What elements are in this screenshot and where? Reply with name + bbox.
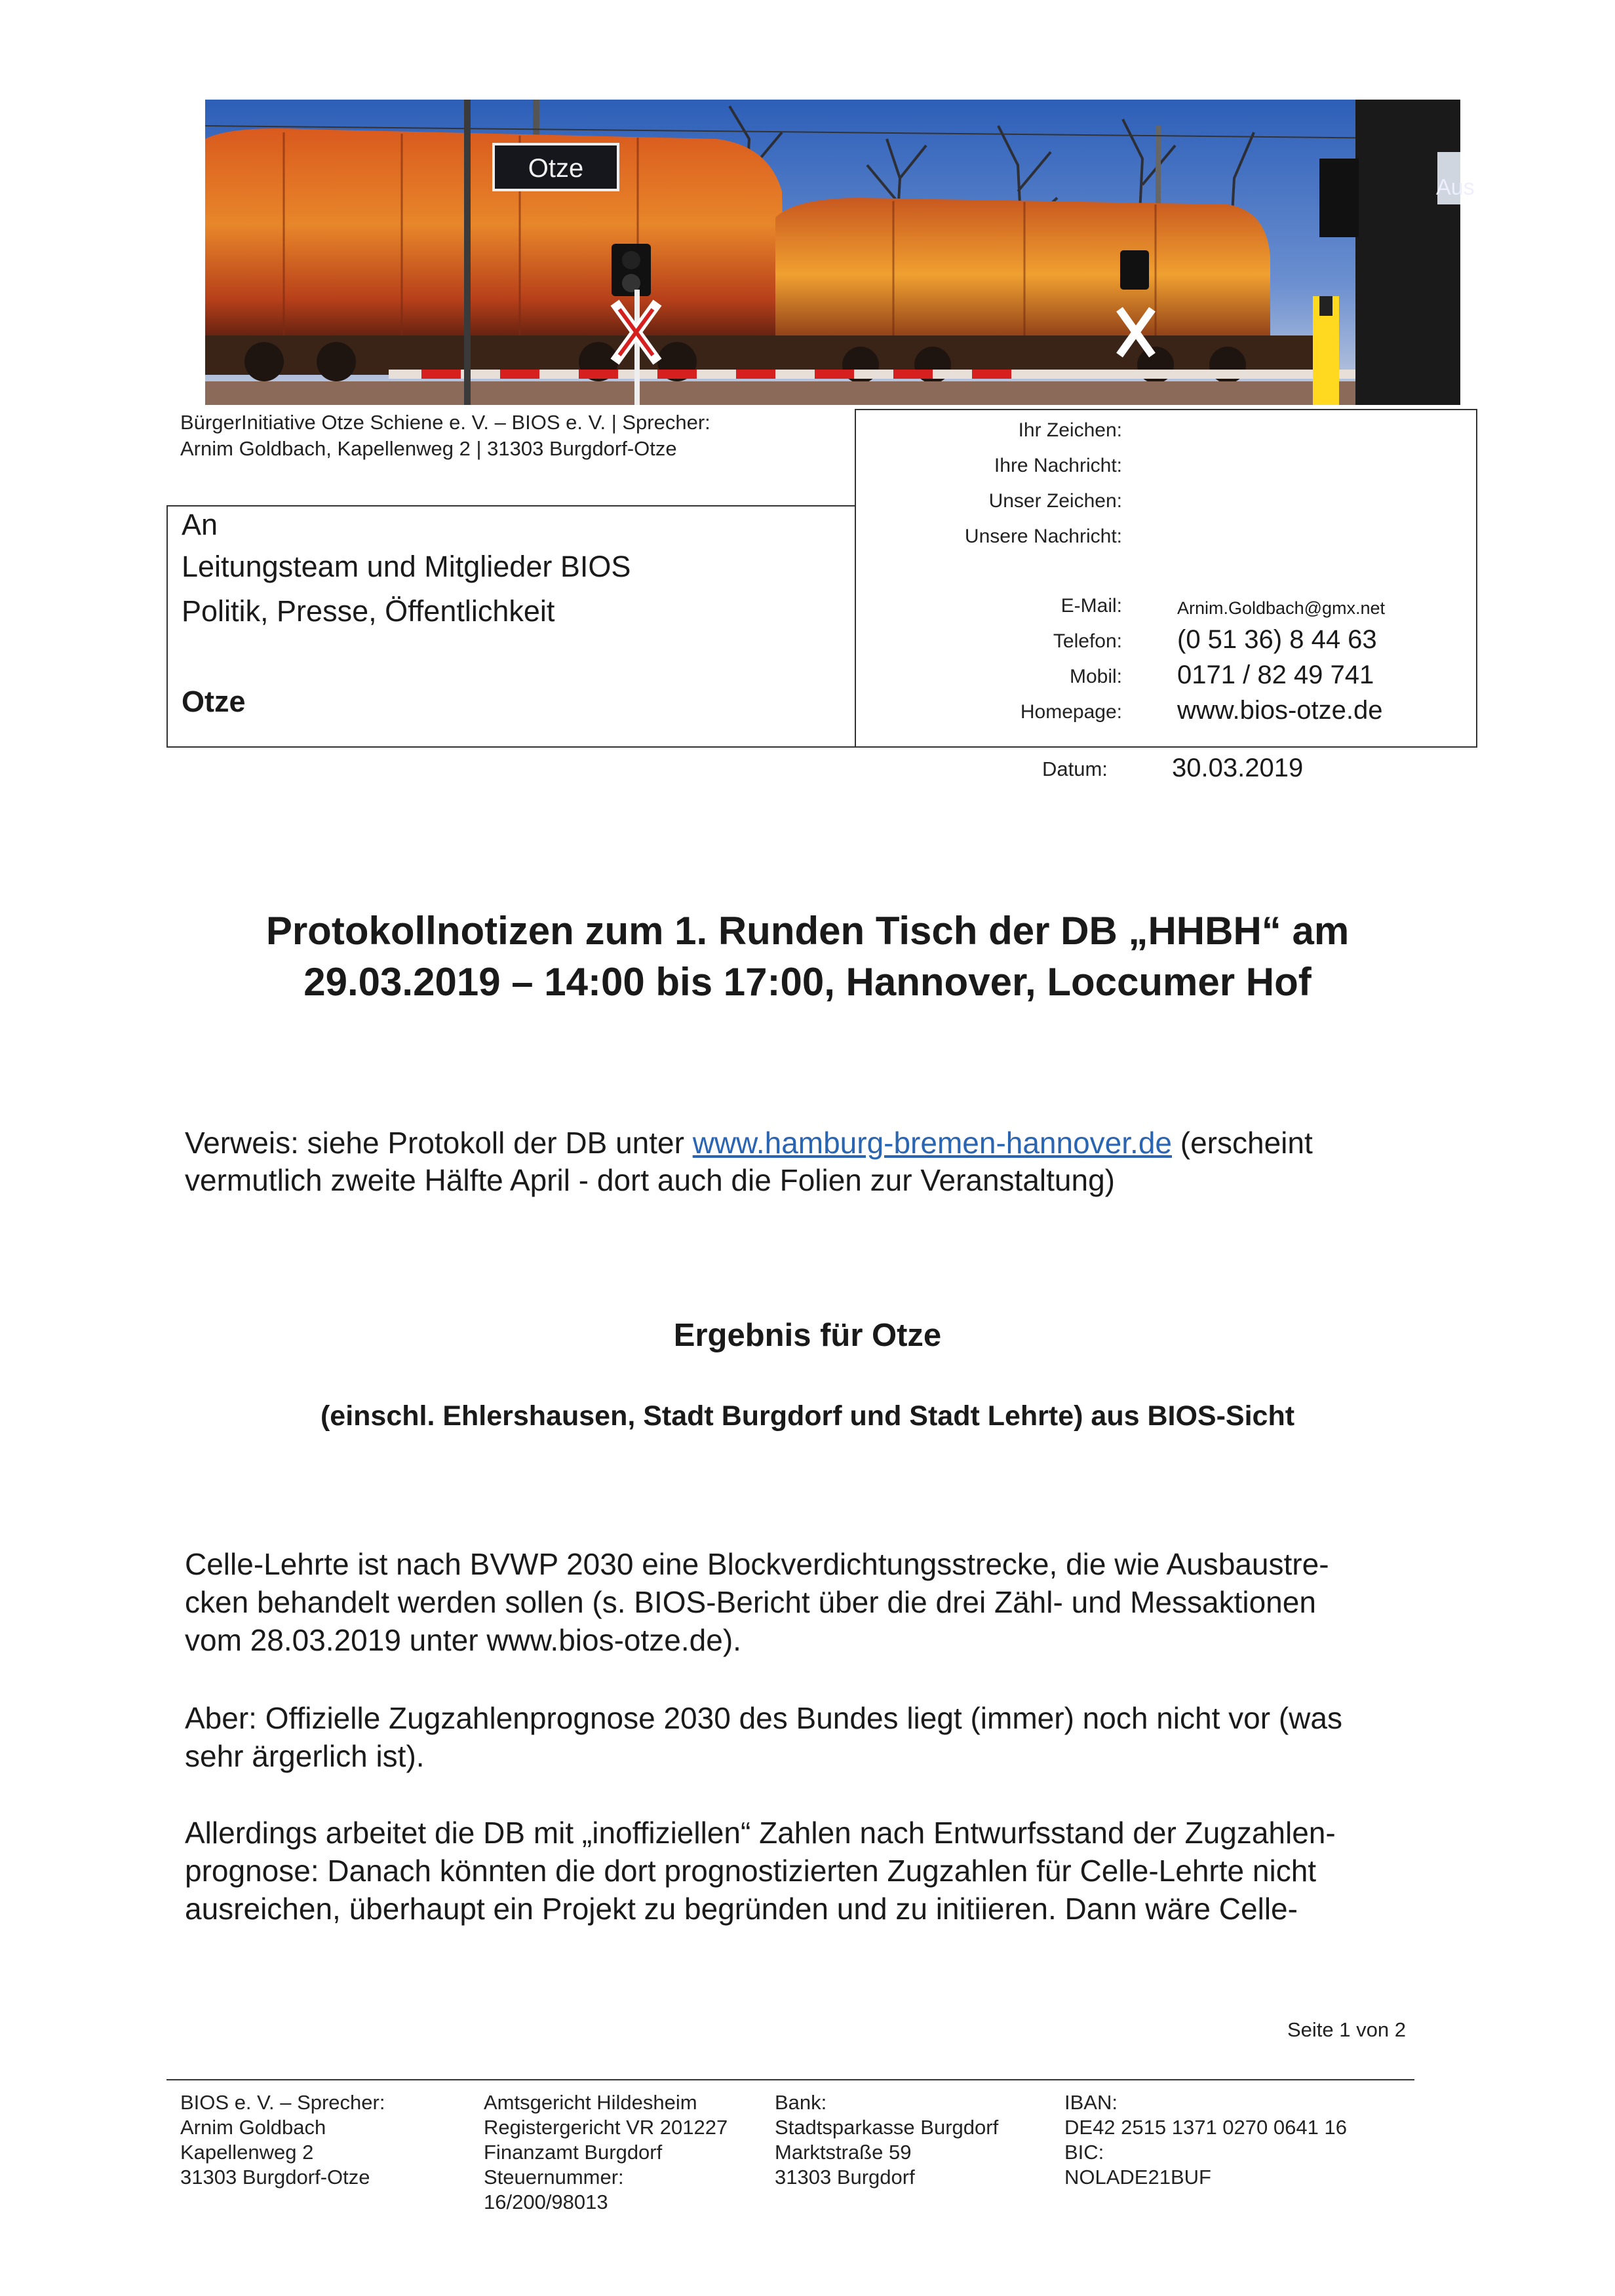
address-place: Otze — [182, 685, 246, 718]
footer-text: 31303 Burgdorf — [775, 2166, 915, 2189]
reference-paragraph — [185, 1124, 1463, 1199]
footer-divider — [166, 2079, 1414, 2080]
paragraph-1-line: Celle-Lehrte ist nach BVWP 2030 eine Blockverdichtungsstrecke, die wie Ausbaustre- — [185, 1547, 1329, 1581]
paragraph-1 — [185, 1545, 1417, 1659]
paragraph-3 — [185, 1814, 1417, 1928]
footer-text: BIC: — [1064, 2141, 1104, 2164]
sender-line-1: BürgerInitiative Otze Schiene e. V. – BIOS e. V. | Sprecher: — [180, 411, 710, 434]
telefon-label: Telefon: — [1053, 630, 1122, 652]
footer-association — [180, 2090, 385, 2190]
footer-text: Stadtsparkasse Burgdorf — [775, 2116, 999, 2139]
footer-text: Steuernummer: — [484, 2166, 624, 2189]
info-box — [855, 409, 1477, 748]
footer-iban — [1064, 2090, 1347, 2190]
result-subheading: (einschl. Ehlershausen, Stadt Burgdorf und Stadt Lehrte) aus BIOS-Sicht — [320, 1400, 1295, 1432]
footer-bank — [775, 2090, 998, 2190]
unsere-nachricht-label: Unsere Nachricht: — [964, 526, 1122, 547]
datum-label: Datum: — [1042, 757, 1108, 780]
db-protocol-link[interactable]: www.hamburg-bremen-hannover.de — [692, 1126, 1172, 1160]
datum-value: 30.03.2019 — [1172, 754, 1304, 782]
telefon-value: (0 51 36) 8 44 63 — [1177, 625, 1377, 654]
footer-text: 16/200/98013 — [484, 2191, 608, 2213]
address-salutation: An — [182, 508, 218, 541]
unser-zeichen-label: Unser Zeichen: — [988, 490, 1122, 512]
footer-text: Marktstraße 59 — [775, 2141, 912, 2164]
sender-line — [180, 410, 710, 462]
footer-text: Bank: — [775, 2091, 827, 2114]
edge-sign: Aus — [1436, 175, 1475, 200]
document-title — [157, 906, 1458, 1008]
result-heading: Ergebnis für Otze — [673, 1318, 942, 1353]
mobil-value: 0171 / 82 49 741 — [1177, 660, 1374, 689]
footer-text: DE42 2515 1371 0270 0641 16 — [1064, 2116, 1347, 2139]
paragraph-3-line: ausreichen, überhaupt ein Projekt zu begründen und zu initiieren. Dann wäre Celle- — [185, 1892, 1298, 1926]
page-number: Seite 1 von 2 — [1287, 2018, 1406, 2041]
paragraph-2-line: Aber: Offizielle Zugzahlenprognose 2030 des Bundes liegt (immer) noch nicht vor (was — [185, 1701, 1342, 1735]
reference-suffix: (erscheint — [1172, 1126, 1313, 1160]
mobil-label: Mobil: — [1069, 666, 1122, 687]
reference-line-2: vermutlich zweite Hälfte April - dort auch die Folien zur Veranstaltung) — [185, 1163, 1115, 1197]
email-label: E-Mail: — [1060, 595, 1122, 617]
footer-text: NOLADE21BUF — [1064, 2166, 1211, 2189]
address-box — [166, 505, 856, 748]
address-line-1: Leitungsteam und Mitglieder BIOS — [182, 550, 631, 583]
title-line-2: 29.03.2019 – 14:00 bis 17:00, Hannover, Loccumer Hof — [303, 960, 1312, 1004]
footer-text: 31303 Burgdorf-Otze — [180, 2166, 370, 2189]
reference-prefix: Verweis: siehe Protokoll der DB unter — [185, 1126, 693, 1160]
paragraph-2-line: sehr ärgerlich ist). — [185, 1739, 425, 1773]
address-line-2: Politik, Presse, Öffentlichkeit — [182, 594, 555, 628]
homepage-value: www.bios-otze.de — [1177, 696, 1383, 725]
footer-court — [484, 2090, 728, 2215]
reference-line-1 — [185, 1124, 1463, 1162]
paragraph-1-line: cken behandelt werden sollen (s. BIOS-Bericht über die drei Zähl- und Messaktionen — [185, 1585, 1316, 1619]
footer-text: Kapellenweg 2 — [180, 2141, 314, 2164]
paragraph-1-line: vom 28.03.2019 unter www.bios-otze.de). — [185, 1623, 741, 1657]
footer-text: Registergericht VR 201227 — [484, 2116, 728, 2139]
footer-text: Arnim Goldbach — [180, 2116, 326, 2139]
homepage-label: Homepage: — [1020, 701, 1122, 723]
footer-text: Amtsgericht Hildesheim — [484, 2091, 697, 2114]
header-photo — [205, 100, 1475, 405]
footer-text: Finanzamt Burgdorf — [484, 2141, 663, 2164]
station-sign: Otze — [528, 154, 584, 183]
footer-text: BIOS e. V. – Sprecher: — [180, 2091, 385, 2114]
paragraph-3-line: prognose: Danach könnten die dort prognostizierten Zugzahlen für Celle-Lehrte nicht — [185, 1854, 1317, 1888]
footer-text: IBAN: — [1064, 2091, 1118, 2114]
ihr-zeichen-label: Ihr Zeichen: — [1018, 419, 1122, 441]
title-line-1: Protokollnotizen zum 1. Runden Tisch der DB „HHBH“ am — [265, 909, 1350, 953]
sender-line-2: Arnim Goldbach, Kapellenweg 2 | 31303 Burgdorf-Otze — [180, 437, 677, 460]
paragraph-2 — [185, 1699, 1417, 1775]
email-value: Arnim.Goldbach@gmx.net — [1177, 598, 1386, 618]
ihre-nachricht-label: Ihre Nachricht: — [994, 455, 1122, 476]
paragraph-3-line: Allerdings arbeitet die DB mit „inoffiziellen“ Zahlen nach Entwurfsstand der Zugzahlen- — [185, 1816, 1336, 1850]
